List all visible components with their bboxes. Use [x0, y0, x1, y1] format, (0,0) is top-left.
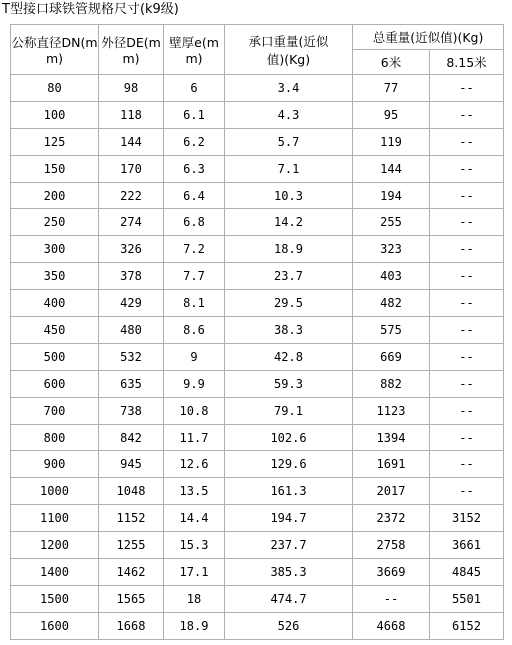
cell-wall: 11.7 [164, 424, 225, 451]
cell-total-6m: 119 [353, 128, 430, 155]
cell-total-6m: 255 [353, 209, 430, 236]
cell-socket-weight: 29.5 [225, 290, 353, 317]
cell-de: 1565 [99, 585, 164, 612]
cell-total-815m: -- [430, 317, 504, 344]
cell-dn: 1100 [11, 505, 99, 532]
cell-socket-weight: 7.1 [225, 155, 353, 182]
cell-dn: 450 [11, 317, 99, 344]
table-row [11, 343, 504, 370]
cell-de: 222 [99, 182, 164, 209]
cell-de: 1668 [99, 612, 164, 639]
cell-total-6m: 2758 [353, 532, 430, 559]
cell-socket-weight: 385.3 [225, 559, 353, 586]
table-row [11, 317, 504, 344]
cell-total-815m: -- [430, 209, 504, 236]
cell-total-6m: 3669 [353, 559, 430, 586]
cell-wall: 8.6 [164, 317, 225, 344]
table-row [11, 263, 504, 290]
cell-total-6m: 323 [353, 236, 430, 263]
cell-wall: 6.1 [164, 101, 225, 128]
table-row [11, 505, 504, 532]
cell-socket-weight: 194.7 [225, 505, 353, 532]
cell-total-815m: -- [430, 451, 504, 478]
cell-de: 170 [99, 155, 164, 182]
cell-total-6m: 575 [353, 317, 430, 344]
cell-socket-weight: 4.3 [225, 101, 353, 128]
cell-wall: 17.1 [164, 559, 225, 586]
cell-wall: 6 [164, 75, 225, 102]
cell-total-815m: -- [430, 370, 504, 397]
cell-total-6m: 144 [353, 155, 430, 182]
table-row [11, 128, 504, 155]
header-socket-weight: 承口重量(近似 值)(Kg) [225, 25, 353, 75]
cell-de: 326 [99, 236, 164, 263]
cell-total-6m: 1394 [353, 424, 430, 451]
cell-dn: 1600 [11, 612, 99, 639]
table-row [11, 182, 504, 209]
cell-total-815m: 3661 [430, 532, 504, 559]
cell-total-6m: 1123 [353, 397, 430, 424]
cell-wall: 18.9 [164, 612, 225, 639]
cell-total-815m: 3152 [430, 505, 504, 532]
cell-wall: 7.7 [164, 263, 225, 290]
cell-socket-weight: 42.8 [225, 343, 353, 370]
cell-dn: 1500 [11, 585, 99, 612]
cell-de: 144 [99, 128, 164, 155]
cell-socket-weight: 129.6 [225, 451, 353, 478]
cell-socket-weight: 14.2 [225, 209, 353, 236]
table-row [11, 478, 504, 505]
cell-dn: 1200 [11, 532, 99, 559]
cell-socket-weight: 474.7 [225, 585, 353, 612]
cell-wall: 14.4 [164, 505, 225, 532]
cell-de: 1048 [99, 478, 164, 505]
spec-table [10, 24, 504, 640]
cell-de: 1462 [99, 559, 164, 586]
cell-total-815m: -- [430, 343, 504, 370]
cell-total-6m: 2372 [353, 505, 430, 532]
table-row [11, 290, 504, 317]
cell-wall: 12.6 [164, 451, 225, 478]
header-dn: 公称直径DN(m m) [11, 25, 99, 75]
cell-de: 378 [99, 263, 164, 290]
cell-total-6m: 482 [353, 290, 430, 317]
cell-total-815m: -- [430, 75, 504, 102]
cell-total-815m: -- [430, 397, 504, 424]
cell-socket-weight: 10.3 [225, 182, 353, 209]
cell-total-815m: 4845 [430, 559, 504, 586]
cell-dn: 150 [11, 155, 99, 182]
cell-wall: 6.3 [164, 155, 225, 182]
cell-de: 635 [99, 370, 164, 397]
table-row [11, 155, 504, 182]
header-de: 外径DE(m m) [99, 25, 164, 75]
cell-wall: 10.8 [164, 397, 225, 424]
cell-de: 1152 [99, 505, 164, 532]
cell-de: 1255 [99, 532, 164, 559]
cell-socket-weight: 79.1 [225, 397, 353, 424]
table-row [11, 370, 504, 397]
cell-socket-weight: 102.6 [225, 424, 353, 451]
cell-total-815m: -- [430, 290, 504, 317]
cell-socket-weight: 23.7 [225, 263, 353, 290]
cell-socket-weight: 5.7 [225, 128, 353, 155]
table-row [11, 75, 504, 102]
cell-de: 274 [99, 209, 164, 236]
cell-dn: 250 [11, 209, 99, 236]
cell-total-6m: 669 [353, 343, 430, 370]
cell-total-815m: -- [430, 424, 504, 451]
cell-total-6m: 882 [353, 370, 430, 397]
cell-total-815m: -- [430, 263, 504, 290]
cell-dn: 300 [11, 236, 99, 263]
cell-dn: 900 [11, 451, 99, 478]
cell-total-6m: 194 [353, 182, 430, 209]
cell-total-815m: -- [430, 236, 504, 263]
cell-de: 945 [99, 451, 164, 478]
table-row [11, 585, 504, 612]
header-row [11, 25, 504, 50]
table-row [11, 559, 504, 586]
cell-wall: 18 [164, 585, 225, 612]
cell-wall: 6.2 [164, 128, 225, 155]
cell-socket-weight: 59.3 [225, 370, 353, 397]
cell-socket-weight: 161.3 [225, 478, 353, 505]
table-row [11, 101, 504, 128]
cell-de: 532 [99, 343, 164, 370]
page-title: T型接口球铁管规格尺寸(k9级) [2, 2, 179, 17]
cell-socket-weight: 526 [225, 612, 353, 639]
header-wall: 壁厚e(m m) [164, 25, 225, 75]
cell-dn: 100 [11, 101, 99, 128]
cell-de: 118 [99, 101, 164, 128]
table-row [11, 612, 504, 639]
table-row [11, 424, 504, 451]
cell-total-6m: 2017 [353, 478, 430, 505]
cell-dn: 1400 [11, 559, 99, 586]
cell-total-815m: -- [430, 182, 504, 209]
cell-de: 480 [99, 317, 164, 344]
cell-de: 429 [99, 290, 164, 317]
cell-socket-weight: 237.7 [225, 532, 353, 559]
cell-total-6m: 95 [353, 101, 430, 128]
header-total-weight: 总重量(近似值)(Kg) [353, 25, 504, 50]
cell-dn: 600 [11, 370, 99, 397]
cell-de: 738 [99, 397, 164, 424]
table-row [11, 236, 504, 263]
header-total-6m: 6米 [353, 50, 430, 75]
cell-total-815m: -- [430, 128, 504, 155]
cell-dn: 1000 [11, 478, 99, 505]
cell-socket-weight: 18.9 [225, 236, 353, 263]
cell-total-6m: 403 [353, 263, 430, 290]
table-row [11, 532, 504, 559]
cell-dn: 500 [11, 343, 99, 370]
cell-wall: 15.3 [164, 532, 225, 559]
cell-total-6m: 1691 [353, 451, 430, 478]
cell-dn: 125 [11, 128, 99, 155]
cell-wall: 13.5 [164, 478, 225, 505]
cell-wall: 7.2 [164, 236, 225, 263]
cell-wall: 6.8 [164, 209, 225, 236]
cell-dn: 200 [11, 182, 99, 209]
table-row [11, 209, 504, 236]
cell-wall: 6.4 [164, 182, 225, 209]
cell-dn: 350 [11, 263, 99, 290]
cell-de: 842 [99, 424, 164, 451]
cell-socket-weight: 3.4 [225, 75, 353, 102]
cell-dn: 800 [11, 424, 99, 451]
cell-de: 98 [99, 75, 164, 102]
cell-total-6m: 77 [353, 75, 430, 102]
cell-dn: 80 [11, 75, 99, 102]
cell-socket-weight: 38.3 [225, 317, 353, 344]
cell-total-815m: 6152 [430, 612, 504, 639]
cell-total-815m: 5501 [430, 585, 504, 612]
cell-total-6m: 4668 [353, 612, 430, 639]
cell-dn: 700 [11, 397, 99, 424]
table-row [11, 451, 504, 478]
table-row [11, 397, 504, 424]
cell-total-815m: -- [430, 101, 504, 128]
cell-total-815m: -- [430, 155, 504, 182]
header-total-815m: 8.15米 [430, 50, 504, 75]
cell-dn: 400 [11, 290, 99, 317]
cell-wall: 9 [164, 343, 225, 370]
cell-total-815m: -- [430, 478, 504, 505]
cell-total-6m: -- [353, 585, 430, 612]
cell-wall: 8.1 [164, 290, 225, 317]
cell-wall: 9.9 [164, 370, 225, 397]
